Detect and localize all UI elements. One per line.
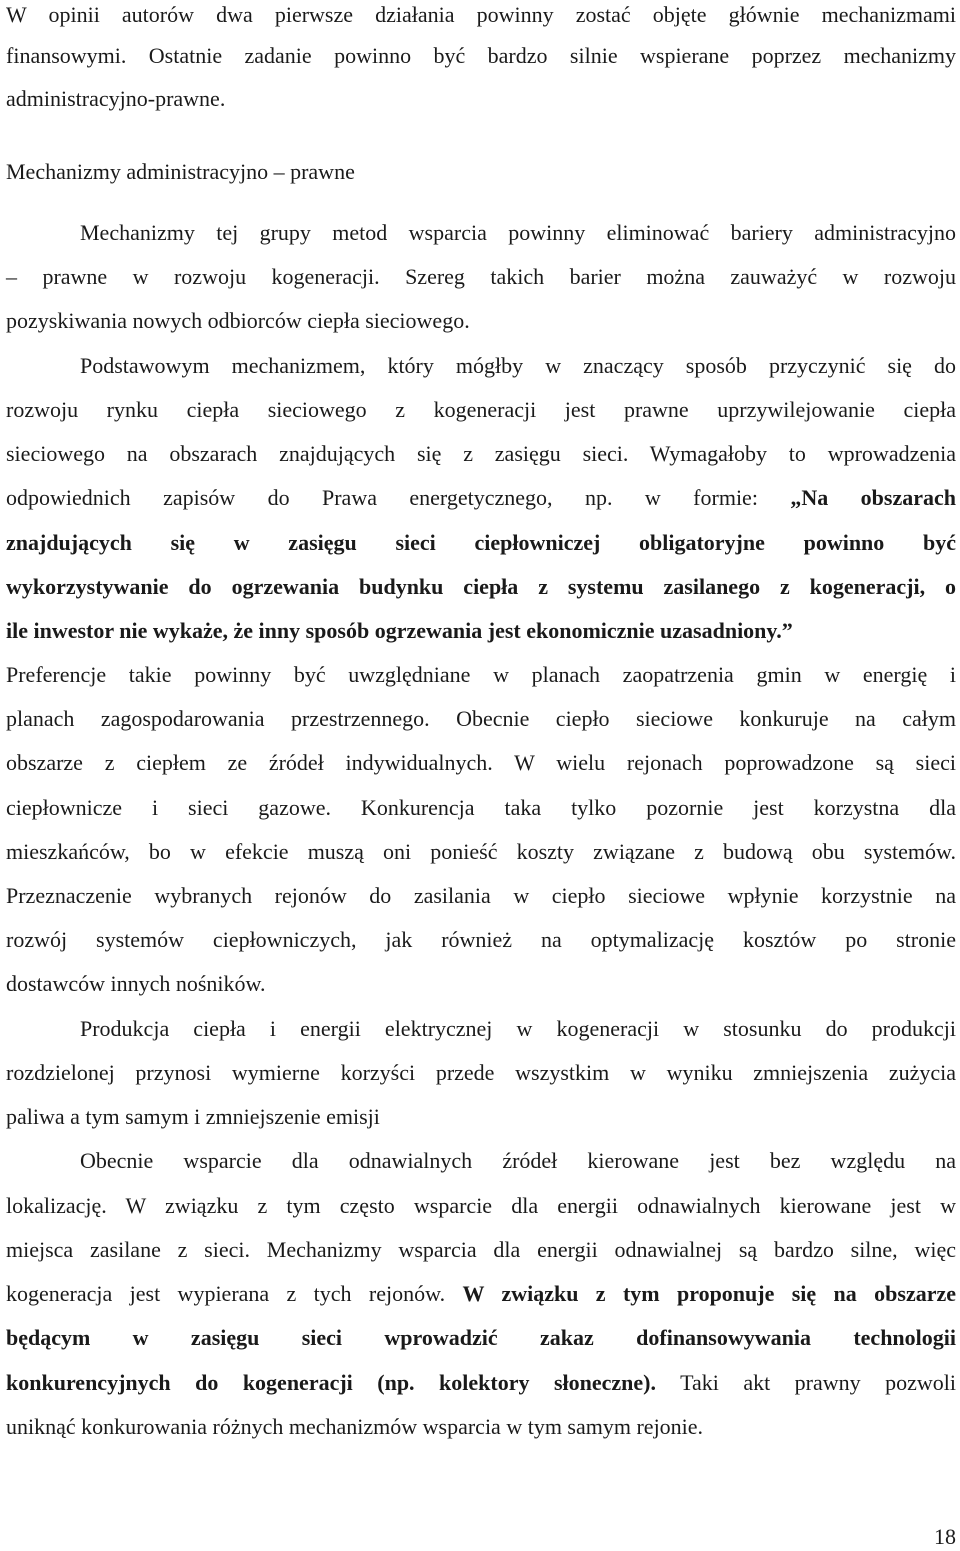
paragraph-3-line-1: Podstawowym mechanizmem, który mógłby w znaczący sposób przyczynić się do (80, 353, 956, 378)
paragraph-5-line-4 (6, 1279, 956, 1309)
paragraph-3-line-8: Preferencje takie powinny być uwzględniane w planach zaopatrzenia gmin w energię i (6, 662, 956, 687)
paragraph-5-line-4-bold: W związku z tym proponuje się na obszarze (462, 1281, 956, 1306)
paragraph-5-line-1: Obecnie wsparcie dla odnawialnych źródeł kierowane jest bez względu na (80, 1148, 956, 1173)
page-number: 18 (934, 1524, 956, 1549)
paragraph-3-line-13: Przeznaczenie wybranych rejonów do zasilania w ciepło sieciowe wpłynie korzystnie na (6, 883, 956, 908)
paragraph-2-line-3: pozyskiwania nowych odbiorców ciepła sieciowego. (6, 308, 470, 333)
paragraph-5-line-6-text: Taki akt prawny pozwoli (680, 1370, 956, 1395)
paragraph-2-line-2: – prawne w rozwoju kogeneracji. Szereg takich barier można zauważyć w rozwoju (6, 264, 956, 289)
paragraph-2-line-1: Mechanizmy tej grupy metod wsparcia powinny eliminować bariery administracyjno (80, 220, 956, 245)
paragraph-3-line-4-text: odpowiednich zapisów do Prawa energetycznego, np. w formie: (6, 485, 758, 510)
paragraph-1-line-2: finansowymi. Ostatnie zadanie powinno być bardzo silnie wspierane poprzez mechanizmy (6, 43, 956, 68)
paragraph-3-line-12: mieszkańców, bo w efekcie muszą oni ponieść koszty związane z budową obu systemów. (6, 839, 956, 864)
paragraph-5-line-5-bold: będącym w zasięgu sieci wprowadzić zakaz dofinansowywania technologii (6, 1325, 956, 1350)
section-heading: Mechanizmy administracyjno – prawne (6, 159, 355, 184)
paragraph-3-line-11: ciepłownicze i sieci gazowe. Konkurencja taka tylko pozornie jest korzystna dla (6, 795, 956, 820)
paragraph-3-line-5-bold: znajdujących się w zasięgu sieci ciepłowniczej obligatoryjne powinno być (6, 530, 956, 555)
paragraph-5-line-6-bold: konkurencyjnych do kogeneracji (np. kolektory słoneczne). (6, 1370, 656, 1395)
paragraph-5-line-4-text: kogeneracja jest wypierana z tych rejonów. (6, 1281, 446, 1306)
paragraph-4-line-2: rozdzielonej przynosi wymierne korzyści przede wszystkim w wyniku zmniejszenia zużycia (6, 1060, 956, 1085)
paragraph-3-line-15: dostawców innych nośników. (6, 971, 266, 996)
paragraph-3-line-6-bold: wykorzystywanie do ogrzewania budynku ciepła z systemu zasilanego z kogeneracji, o (6, 574, 956, 599)
paragraph-3-line-14: rozwój systemów ciepłowniczych, jak również na optymalizację kosztów po stronie (6, 927, 956, 952)
paragraph-5-line-6 (6, 1368, 956, 1398)
paragraph-3-line-7-bold: ile inwestor nie wykaże, że inny sposób ogrzewania jest ekonomicznie uzasadniony.” (6, 618, 793, 643)
paragraph-5-line-2: lokalizację. W związku z tym często wsparcie dla energii odnawialnych kierowane jest w (6, 1193, 956, 1218)
paragraph-3-line-10: obszarze z ciepłem ze źródeł indywidualnych. W wielu rejonach poprowadzone są sieci (6, 750, 956, 775)
paragraph-3-line-3: sieciowego na obszarach znajdujących się z zasięgu sieci. Wymagałoby to wprowadzenia (6, 441, 956, 466)
paragraph-3-line-4-bold: „Na obszarach (790, 485, 956, 510)
paragraph-1-line-1: W opinii autorów dwa pierwsze działania powinny zostać objęte głównie mechanizmami (6, 2, 956, 27)
paragraph-4-line-3: paliwa a tym samym i zmniejszenie emisji (6, 1104, 380, 1129)
paragraph-3-line-9: planach zagospodarowania przestrzennego. Obecnie ciepło sieciowe konkuruje na całym (6, 706, 956, 731)
paragraph-5-line-7: uniknąć konkurowania różnych mechanizmów wsparcia w tym samym rejonie. (6, 1414, 704, 1439)
paragraph-3-line-4 (6, 483, 956, 513)
paragraph-1-line-3: administracyjno-prawne. (6, 86, 226, 111)
paragraph-3-line-2: rozwoju rynku ciepła sieciowego z kogeneracji jest prawne uprzywilejowanie ciepła (6, 397, 956, 422)
paragraph-5-line-3: miejsca zasilane z sieci. Mechanizmy wsparcia dla energii odnawialnej są bardzo silne, więc (6, 1237, 956, 1262)
paragraph-4-line-1: Produkcja ciepła i energii elektrycznej w kogeneracji w stosunku do produkcji (80, 1016, 956, 1041)
